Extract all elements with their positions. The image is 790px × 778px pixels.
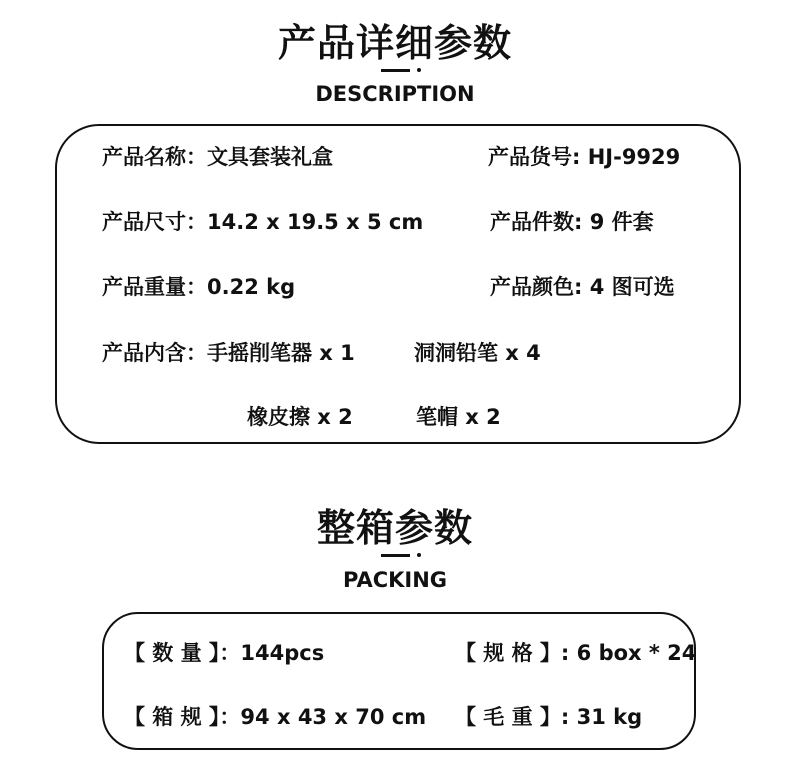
product-details-title: 产品详细参数 <box>277 21 512 65</box>
title-divider-dot <box>417 68 421 72</box>
packing-gross-weight: 【 毛 重 】: 31 kg <box>455 705 643 729</box>
packing-subtitle: PACKING <box>342 568 448 592</box>
packing-divider-line <box>381 554 410 557</box>
title-divider-line <box>381 69 410 72</box>
packing-box-size: 【 箱 规 】：94 x 43 x 70 cm <box>124 705 427 729</box>
spec-product-name: 产品名称：文具套装礼盒 <box>102 145 333 169</box>
packing-spec: 【 规 格 】: 6 box * 24 <box>455 641 697 665</box>
packing-title: 整箱参数 <box>316 506 473 550</box>
description-subtitle: DESCRIPTION <box>315 82 475 106</box>
spec-product-size: 产品尺寸：14.2 x 19.5 x 5 cm <box>102 210 424 234</box>
spec-contents-sharpener: 产品内含：手摇削笔器 x 1 <box>102 341 355 365</box>
spec-product-weight: 产品重量：0.22 kg <box>102 275 296 299</box>
spec-contents-eraser: 橡皮擦 x 2 <box>247 405 353 429</box>
spec-product-pieces: 产品件数: 9 件套 <box>490 210 654 234</box>
spec-contents-caps: 笔帽 x 2 <box>416 405 501 429</box>
spec-contents-pencils: 洞洞铅笔 x 4 <box>414 341 541 365</box>
spec-product-color: 产品颜色: 4 图可选 <box>490 275 675 299</box>
spec-product-code: 产品货号: HJ-9929 <box>488 145 681 169</box>
packing-divider-dot <box>417 553 421 557</box>
packing-quantity: 【 数 量 】：144pcs <box>124 641 325 665</box>
